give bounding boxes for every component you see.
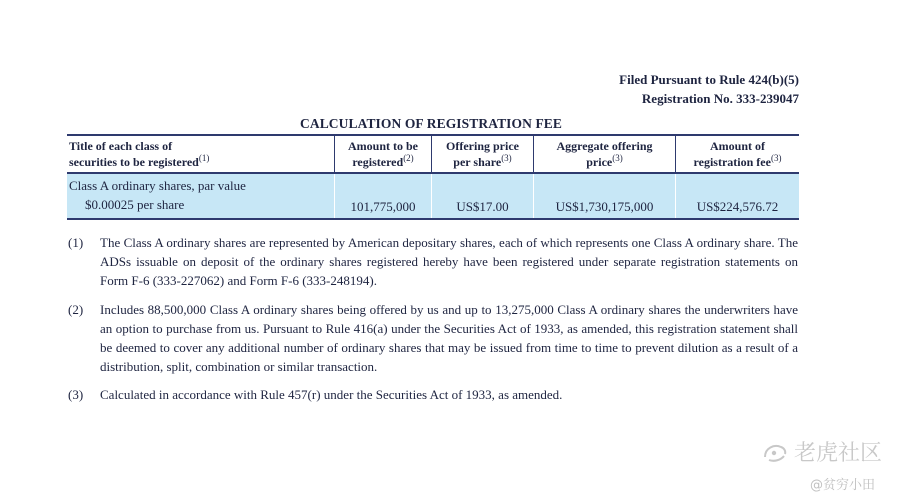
cell-aggregate: US$1,730,175,000	[534, 173, 676, 219]
footnote-text: Calculated in accordance with Rule 457(r) under the Securities Act of 1933, as amended.	[100, 387, 563, 403]
column-header-note: (3)	[612, 153, 623, 163]
footnote-number: (3)	[68, 387, 84, 403]
cell-title-line2: $0.00025 per share	[85, 197, 185, 212]
column-header-line1: Amount to be	[347, 139, 418, 153]
footnote-text: Includes 88,500,000 Class A ordinary shares being offered by us and up to 13,275,000 Class A ordinary shares the underwriters have an option to purchase from us. Pursuant to Rule 416(a) under the Securities Act of 1933, as amended, this registration statement shall be deemed to cover any additional number of ordinary shares that may be issued from time to time to prevent dilution as a result of a distribution, split, combination or similar transaction.	[100, 301, 798, 375]
cell-title	[67, 173, 335, 219]
watermark-user: @贫穷小田	[810, 478, 876, 493]
column-header-line2: registered	[352, 155, 404, 169]
column-header-line2: securities to be registered	[69, 155, 199, 169]
column-header-line1: Title of each class of	[69, 139, 173, 153]
table-caption: CALCULATION OF REGISTRATION FEE	[300, 116, 563, 131]
column-header-amount	[335, 135, 432, 173]
column-header-note: (1)	[198, 153, 210, 163]
table-header-row	[67, 135, 799, 173]
watermark-brand	[762, 436, 882, 467]
column-header-fee	[676, 135, 800, 173]
registration-fee-table	[67, 134, 799, 220]
tiger-logo-icon	[762, 441, 788, 463]
footnote-2	[68, 300, 798, 377]
watermark-brand-text: 老虎社区	[794, 441, 883, 466]
footnote-text: The Class A ordinary shares are represented by American depositary shares, each of which represents one Class A ordinary share. The ADSs issuable on deposit of the ordinary shares registered hereby have been registered under separate registration statements on Form F-6 (333-227062) and Form F-6 (333-248194).	[100, 235, 798, 289]
column-header-aggregate	[534, 135, 676, 173]
filed-pursuant-line: Filed Pursuant to Rule 424(b)(5)	[619, 72, 799, 87]
filing-header	[619, 70, 799, 108]
footnote-3	[68, 385, 798, 404]
column-header-line1: Offering price	[446, 139, 519, 153]
column-header-line1: Amount of	[709, 139, 765, 153]
column-header-note: (2)	[403, 153, 414, 163]
cell-amount: 101,775,000	[335, 173, 432, 219]
column-header-line2: registration fee	[693, 155, 771, 169]
cell-price: US$17.00	[432, 173, 534, 219]
column-header-price	[432, 135, 534, 173]
footnote-number: (2)	[68, 301, 84, 317]
column-header-line2: per share	[453, 155, 502, 169]
table-row	[67, 173, 799, 219]
footnote-number: (1)	[68, 235, 84, 250]
column-header-title	[67, 135, 335, 173]
column-header-note: (3)	[770, 153, 782, 163]
cell-title-line1: Class A ordinary shares, par value	[69, 178, 246, 193]
column-header-note: (3)	[501, 153, 512, 163]
footnotes	[68, 233, 798, 414]
column-header-line1: Aggregate offering	[556, 139, 653, 153]
column-header-line2: price	[586, 155, 613, 169]
cell-fee: US$224,576.72	[676, 173, 800, 219]
footnote-1	[68, 233, 798, 291]
registration-number-line: Registration No. 333-239047	[641, 91, 799, 106]
